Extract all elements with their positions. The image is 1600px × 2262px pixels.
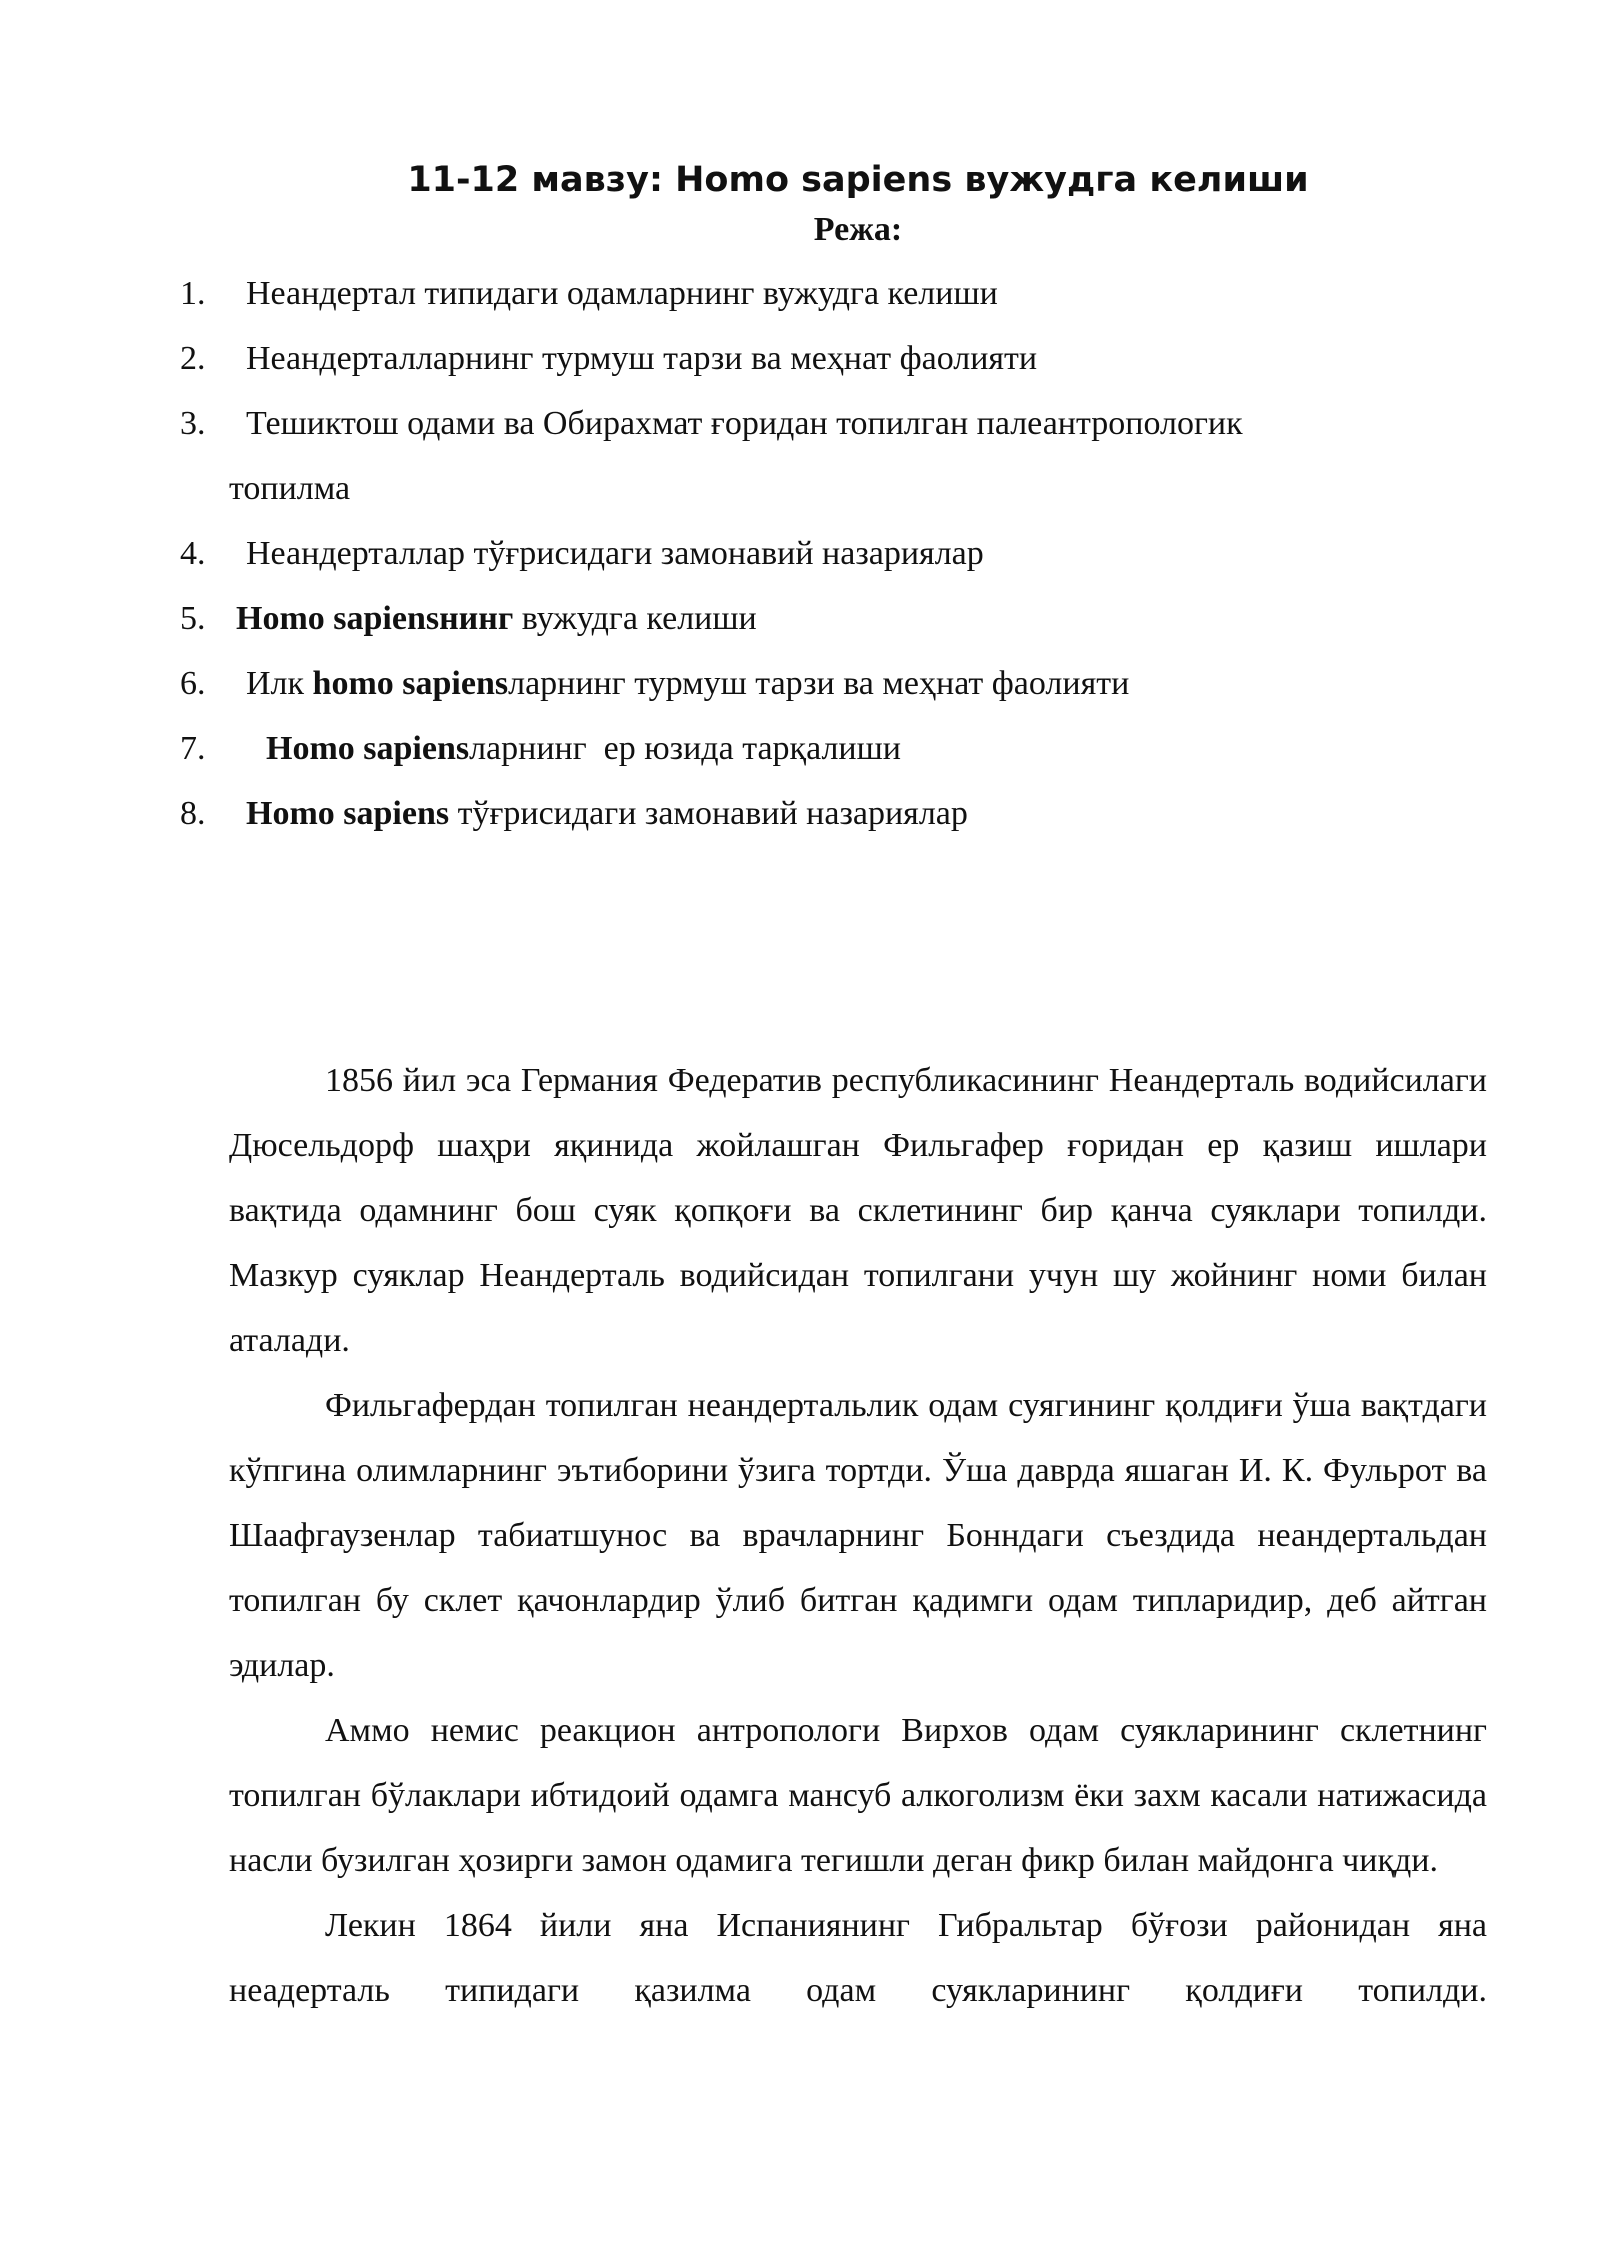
- plan-item-continuation: топилма: [229, 470, 351, 507]
- plan-item-text: Неандертал типидаги одамларнинг вужудга келиши: [246, 275, 998, 312]
- main-text: [229, 1048, 1487, 2023]
- plan-item-prefix: Илк: [246, 665, 313, 702]
- plan-item-number: 4.: [180, 535, 206, 572]
- paragraph: 1856 йил эса Германия Федератив республикасининг Неандерталь водийсилаги Дюсельдорф шаҳри яқинида жойлашган Фильгафер ғоридан ер қазиш ишлари вақтида одамнинг бош суяк қопқоғи ва склетининг бир қанча суяклари топилди. Мазкур суяклар Неандерталь водийсидан топилгани учун шу жойнинг номи билан аталади.: [229, 1062, 1487, 1359]
- plan-item-number: 8.: [180, 795, 206, 832]
- plan-item-number: 1.: [180, 275, 206, 312]
- plan-heading: Режа:: [813, 211, 903, 248]
- plan-item-text: Неандерталларнинг турмуш тарзи ва меҳнат фаолияти: [246, 340, 1038, 377]
- plan-item-rest: вужудга келиши: [513, 600, 757, 637]
- plan-item-bold: Homo sapiens: [246, 795, 450, 832]
- plan-item-rest: ларнинг турмуш тарзи ва меҳнат фаолияти: [508, 665, 1130, 702]
- plan-item-text: Неандерталлар тўғрисидаги замонавий назариялар: [246, 535, 984, 572]
- page-title: 11-12 мавзу: Homo sapiens вужудга келиши: [407, 160, 1309, 200]
- plan-item-bold: Homo sapiensнинг: [236, 600, 514, 637]
- plan-item-number: 2.: [180, 340, 206, 377]
- plan-item-number: 6.: [180, 665, 206, 702]
- plan-item-number: 7.: [180, 730, 206, 767]
- plan-item-bold: Homo sapiens: [266, 730, 470, 767]
- paragraph: Аммо немис реакцион антропологи Вирхов одам суякларининг склетнинг топилган бўлаклари ибтидоий одамга мансуб алкоголизм ёки захм касали натижасида насли бузилган ҳозирги замон одамига тегишли деган фикр билан майдонга чиқди.: [229, 1712, 1487, 1879]
- plan-item-text: Тешиктош одами ва Обирахмат ғоридан топилган палеантропологик: [246, 405, 1243, 442]
- plan-item-text: [236, 595, 757, 643]
- plan-item-text: [246, 790, 968, 838]
- plan-item-number: 3.: [180, 405, 206, 442]
- plan-item-rest: тўғрисидаги замонавий назариялар: [449, 795, 968, 832]
- plan-item-rest: ларнинг ер юзида тарқалиши: [469, 730, 901, 767]
- plan-item-bold: homo sapiens: [312, 665, 509, 702]
- paragraph: Лекин 1864 йили яна Испаниянинг Гибральтар бўғози районидан яна неадерталь типидаги қазилма одам суякларининг қолдиғи топилди.: [229, 1907, 1487, 2009]
- plan-item-number: 5.: [180, 600, 206, 637]
- plan-item-text: [246, 660, 1129, 708]
- paragraph: Фильгафердан топилган неандертальлик одам суягининг қолдиғи ўша вақтдаги кўпгина олимларнинг эътиборини ўзига тортди. Ўша даврда яшаган И. К. Фульрот ва Шаафгаузенлар табиатшунос ва врачларнинг Бонндаги съездида неандертальдан топилган бу склет қачонлардир ўлиб битган қадимги одам типларидир, деб айтган эдилар.: [229, 1387, 1487, 1684]
- plan-item-text: [266, 725, 901, 773]
